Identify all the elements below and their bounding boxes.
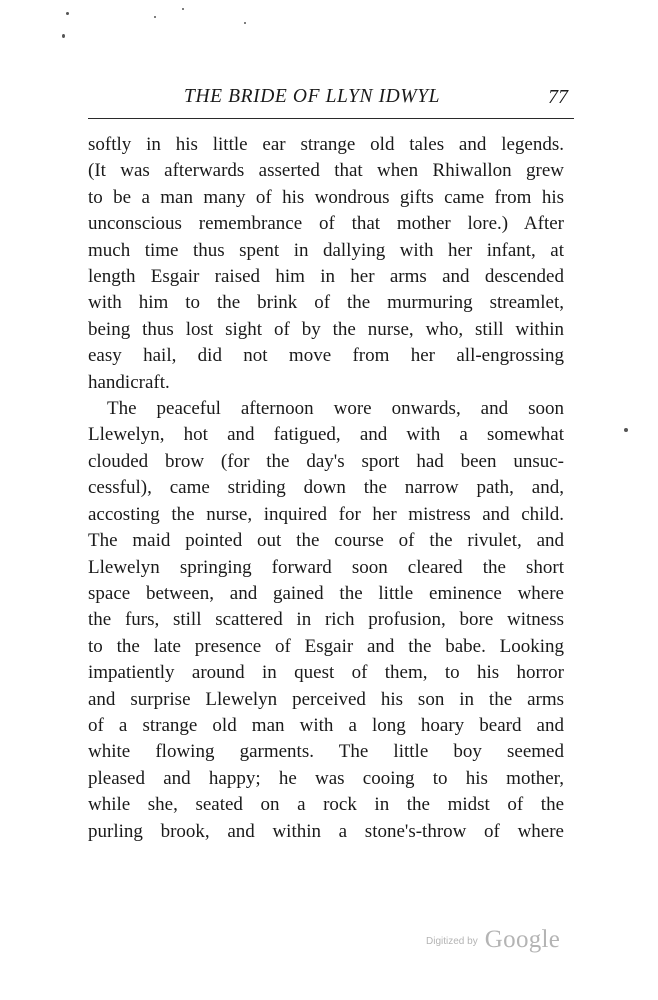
text-line: the furs, still scattered in rich profusion, bore witness [88,609,564,631]
text-line: purling brook, and within a stone's-throw of where [88,820,564,842]
text-line: much time thus spent in dallying with her infant, at [88,239,564,261]
header-rule [88,118,574,119]
text-line: length Esgair raised him in her arms and descended [88,266,564,288]
text-line: (It was afterwards asserted that when Rhiwallon grew [88,160,564,182]
print-speck [62,34,65,38]
watermark-prefix: Digitized by [426,936,478,947]
text-line: cessful), came striding down the narrow path, and, [88,477,564,499]
text-line: pleased and happy; he was cooing to his mother, [88,767,564,789]
page-number: 77 [548,86,568,108]
text-line: softly in his little ear strange old tales and legends. [88,134,564,155]
running-header [88,84,574,114]
print-speck [182,8,184,10]
print-speck [66,12,69,15]
print-speck [244,22,246,24]
text-line: The peaceful afternoon wore onwards, and soon [107,398,564,420]
text-line: handicraft. [88,371,170,393]
text-line: easy hail, did not move from her all-engrossing [88,345,564,367]
body-text [88,132,564,845]
text-line: Llewelyn, hot and fatigued, and with a somewhat [88,424,564,446]
paragraph-1 [88,132,564,396]
text-line: while she, seated on a rock in the midst of the [88,794,564,816]
running-title: THE BRIDE OF LLYN IDWYL [184,86,441,107]
text-line: to the late presence of Esgair and the babe. Looking [88,635,564,657]
text-line: accosting the nurse, inquired for her mistress and child. [88,503,564,525]
google-logo: Google [484,926,561,953]
text-line: space between, and gained the little eminence where [88,582,564,604]
text-line: impatiently around in quest of them, to his horror [88,662,564,684]
text-line: with him to the brink of the murmuring streamlet, [88,292,564,314]
paragraph-2 [88,396,564,845]
digitized-watermark [426,926,560,954]
text-line: Llewelyn springing forward soon cleared the short [88,556,564,578]
text-line: The maid pointed out the course of the rivulet, and [88,530,564,552]
text-line: of a strange old man with a long hoary beard and [88,714,564,736]
print-speck [154,16,156,18]
text-line: white flowing garments. The little boy seemed [88,741,564,763]
text-line: to be a man many of his wondrous gifts came from his [88,186,564,208]
text-line: being thus lost sight of by the nurse, who, still within [88,318,564,340]
text-line: unconscious remembrance of that mother lore.) After [88,213,564,235]
text-line: clouded brow (for the day's sport had been unsuc- [88,450,564,472]
text-line: and surprise Llewelyn perceived his son in the arms [88,688,564,710]
print-speck [624,428,628,432]
